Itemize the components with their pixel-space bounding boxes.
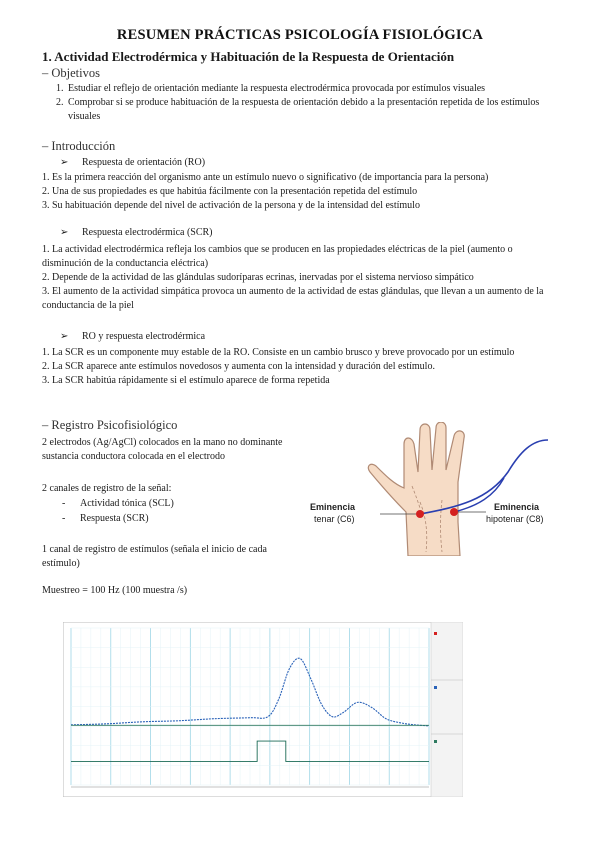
- bullet-dash: -: [62, 498, 66, 509]
- hand-electrode-figure: [308, 422, 560, 556]
- objetivos-list: [48, 82, 568, 124]
- channel-marker: [434, 686, 437, 689]
- muestreo-line: Muestreo = 100 Hz (100 muestra /s): [42, 585, 188, 596]
- arrow-icon: ➢: [60, 157, 69, 168]
- scr-paragraph: [42, 243, 562, 313]
- subheading-ro: ➢ Respuesta de orientación (RO): [60, 157, 206, 168]
- bullet-dash: -: [62, 513, 66, 524]
- channel-marker: [434, 632, 437, 635]
- scr-recording-chart: [63, 622, 463, 797]
- ro-paragraph: [42, 171, 562, 213]
- chart-side-panel: [431, 622, 463, 797]
- sustancia-line: sustancia conductora colocada en el electrodo: [42, 451, 225, 462]
- hipotenar-label: Eminencia: [494, 502, 540, 512]
- electrodos-line: 2 electrodos (Ag/AgCl) colocados en la mano no dominante: [42, 437, 283, 448]
- list-item: 3. Su habituación depende del nivel de activación de la persona y de la intensidad del estímulo: [42, 200, 420, 211]
- introduccion-label: – Introducción: [42, 139, 116, 153]
- list-item: 2. Depende de la actividad de las glándulas sudoríparas ecrinas, inervadas por el sistema nervioso simpático: [42, 272, 474, 283]
- list-item: 1. Estudiar el reflejo de orientación mediante la respuesta electrodérmica provocada por estímulos visuales: [56, 83, 486, 94]
- registro-label: – Registro Psicofisiológico: [42, 418, 178, 432]
- list-item: 3. El aumento de la actividad simpática provoca un aumento de la actividad de estas glándulas, que llevan a un aumento de la conductancia de la piel: [42, 286, 544, 311]
- electrode-hipotenar: [450, 508, 458, 516]
- canal-item-scl: Actividad tónica (SCL): [80, 498, 174, 509]
- subheading-ro-scr: ➢ RO y respuesta electrodérmica: [60, 331, 206, 342]
- canales-line: 2 canales de registro de la señal:: [42, 483, 172, 494]
- ro-scr-paragraph: [42, 346, 562, 388]
- estimulos-line: 1 canal de registro de estímulos (señala el inicio de cada: [42, 544, 267, 555]
- arrow-icon: ➢: [60, 331, 69, 342]
- list-item: 2. Una de sus propiedades es que habitúa fácilmente con la presentación repetida del estímulo: [42, 186, 418, 197]
- list-item: 1. La SCR es un componente muy estable de la RO. Consiste en un cambio brusco y breve provocado por un estímulo: [42, 347, 515, 358]
- canal-item-scr: Respuesta (SCR): [80, 513, 149, 524]
- arrow-icon: ➢: [60, 227, 69, 238]
- hand-outline: [368, 422, 464, 556]
- list-item: 1. Es la primera reacción del organismo ante un estímulo nuevo o significativo (de importancia para la persona): [42, 172, 489, 183]
- list-item: 3. La SCR habitúa rápidamente si el estímulo aparece de forma repetida: [42, 375, 330, 386]
- electrode-tenar: [416, 510, 424, 518]
- section-heading: 1. Actividad Electrodérmica y Habituación de la Respuesta de Orientación: [42, 49, 455, 64]
- objetivos-label: – Objetivos: [42, 66, 100, 80]
- list-item: 1. La actividad electrodérmica refleja los cambios que se producen en las propiedades eléctricas de la piel (aumento o disminución de la conductancia eléctrica): [42, 244, 513, 269]
- list-item: 2. La SCR aparece ante estímulos novedosos y aumenta con la intensidad y duración del estímulo.: [42, 361, 435, 372]
- hipotenar-label-sub: hipotenar (C8): [486, 514, 544, 524]
- list-item: 2. Comprobar si se produce habituación de la respuesta de orientación debido a la presentación repetida de los estímulos visuales: [56, 97, 540, 122]
- estimulos-line-2: estímulo): [42, 558, 80, 569]
- subheading-scr: ➢ Respuesta electrodérmica (SCR): [60, 227, 213, 238]
- channel-marker: [434, 740, 437, 743]
- tenar-label-sub: tenar (C6): [314, 514, 355, 524]
- page-title: RESUMEN PRÁCTICAS PSICOLOGÍA FISIOLÓGICA: [116, 27, 484, 43]
- chart-frame: [63, 622, 463, 797]
- tenar-label: Eminencia: [310, 502, 356, 512]
